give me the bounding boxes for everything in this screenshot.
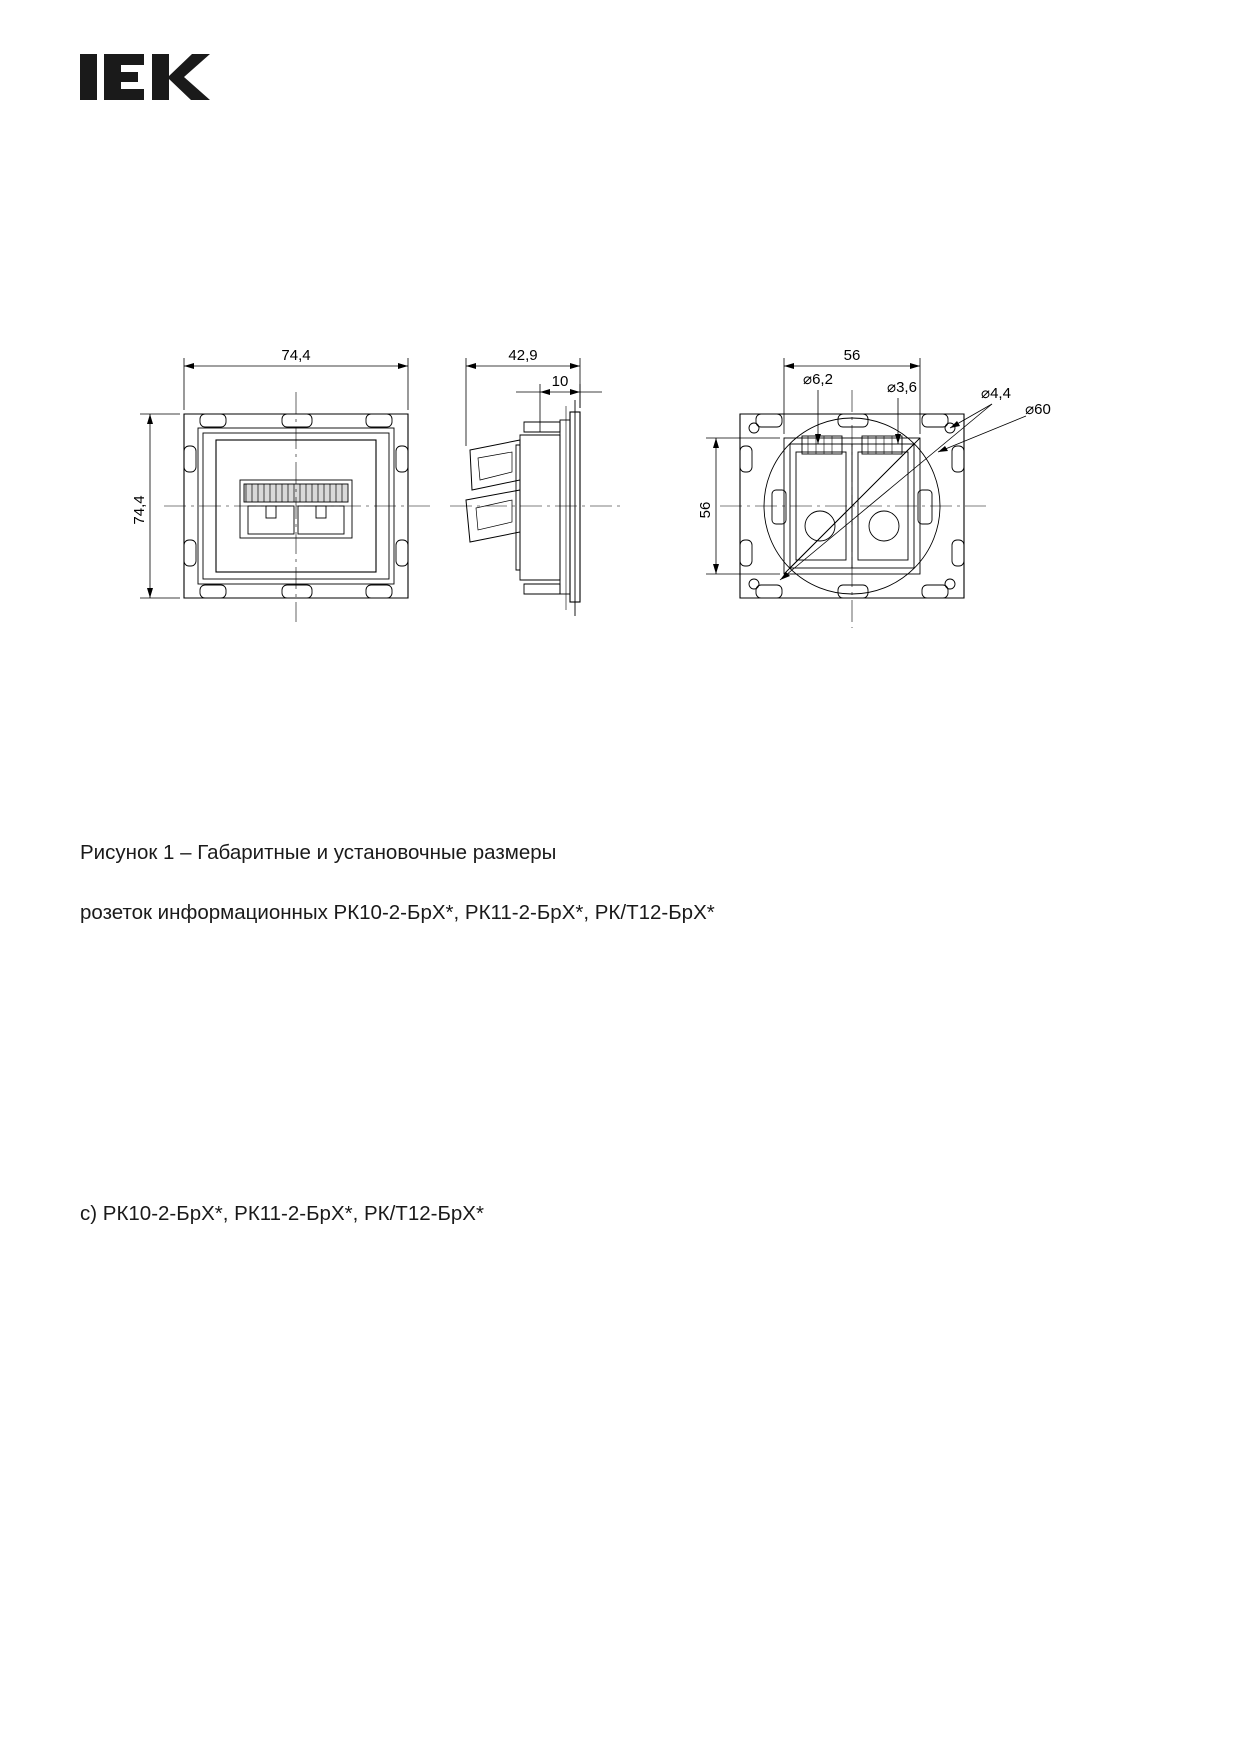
technical-drawing: [120, 340, 1120, 660]
rear-circle-d4-value: ⌀60: [1025, 401, 1051, 418]
rear-width-value: 56: [843, 347, 861, 364]
side-flange-value: 10: [551, 373, 569, 390]
iek-logo-mark: [80, 46, 210, 108]
side-view-group: [450, 400, 620, 616]
front-height-value: 74,4: [131, 495, 148, 525]
diameter-leaders: [780, 390, 1026, 580]
side-flange-dimension: [516, 384, 602, 432]
rear-hole-d1-value: ⌀6,2: [803, 371, 833, 388]
side-depth-value: 42,9: [508, 347, 538, 364]
rear-hole-d3-value: ⌀4,4: [981, 385, 1011, 402]
rear-height-value: 56: [697, 501, 714, 519]
side-depth-dimension: [466, 358, 580, 446]
front-view-group: [164, 392, 430, 622]
drawing-svg: [120, 340, 1120, 660]
rear-view-group: [720, 390, 986, 628]
figure-caption-line1: Рисунок 1 – Габаритные и установочные размеры: [80, 841, 557, 864]
rear-hole-d2-value: ⌀3,6: [887, 379, 917, 396]
figure-caption: [80, 808, 880, 958]
figure-sub-caption: с) РК10-2-БрХ*, РК11-2-БрХ*, РК/Т12-БрХ*: [80, 1202, 484, 1225]
iek-logo: [80, 46, 210, 108]
front-width-value: 74,4: [281, 347, 311, 364]
figure-caption-line2: розеток информационных РК10-2-БрХ*, РК11-2-БрХ*, РК/Т12-БрХ*: [80, 901, 715, 924]
